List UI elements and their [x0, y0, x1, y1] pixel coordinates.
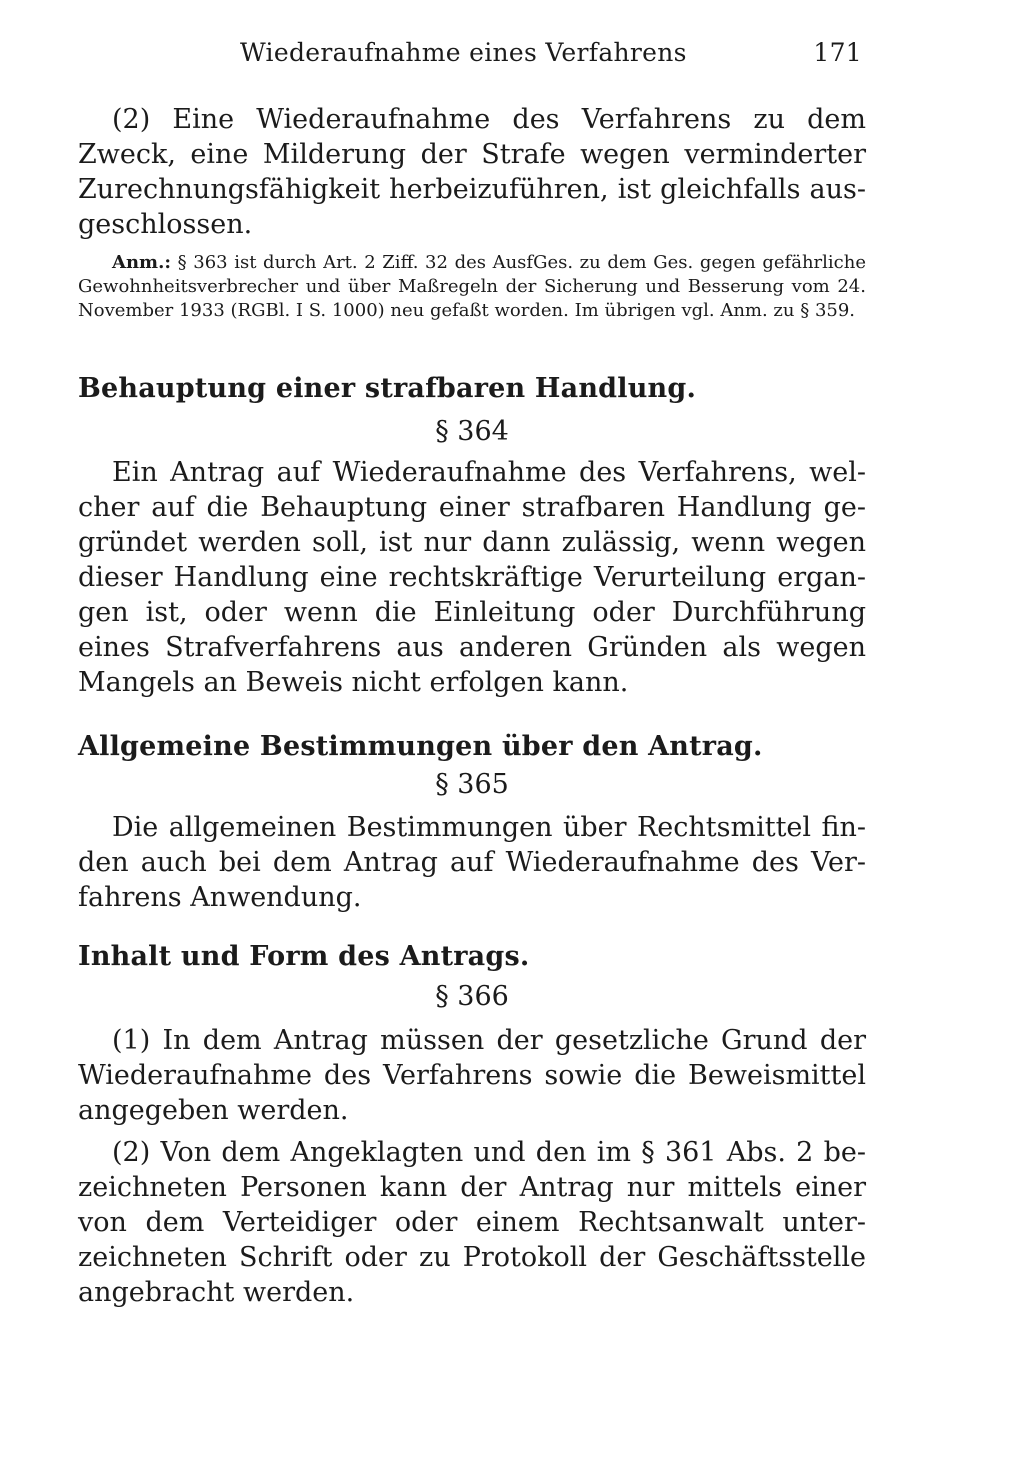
- page-header: [240, 38, 862, 74]
- section-364-heading: Behauptung einer strafbaren Handlung.: [78, 373, 697, 404]
- section-366-paragraph-2: (2) Von dem Angeklagten und den im § 361 Abs. 2 bezeichneten Personen kann der Antrag nur mittels einer von dem Verteidiger oder einem Rechtsanwalt unterzeichneten Schrift oder zu Protokoll der Geschäftsstelle angebracht werden.: [78, 1137, 866, 1308]
- section-366-paragraph-1: (1) In dem Antrag müssen der gesetzliche Grund der Wiederaufnahme des Verfahrens sowie die Beweismittel angegeben werden.: [78, 1025, 866, 1126]
- section-365-text: Die allgemeinen Bestimmungen über Rechtsmittel finden auch bei dem Antrag auf Wiederaufnahme des Verfahrens Anwendung.: [78, 812, 866, 913]
- section-365-heading: Allgemeine Bestimmungen über den Antrag.: [78, 731, 763, 762]
- running-title: Wiederaufnahme eines Verfahrens: [240, 38, 687, 67]
- section-365-number: § 365: [435, 769, 509, 800]
- note-text: § 363 ist durch Art. 2 Ziff. 32 des AusfGes. zu dem Ges. gegen gefährliche Gewohnheitsverbrecher und über Maßregeln der Sicherung und Besserung vom 24. November 1933 (RGBl. I S. 1000) neu gefaßt worden. Im übrigen vgl. Anm. zu § 359.: [78, 252, 866, 321]
- note-label: Anm.:: [112, 252, 172, 273]
- section-364-number: § 364: [435, 416, 509, 447]
- section-364-text: Ein Antrag auf Wiederaufnahme des Verfahrens, welcher auf die Behauptung einer strafbaren Handlung gegründet werden soll, ist nur dann zulässig, wenn wegen dieser Handlung eine rechtskräftige Verurteilung ergangen ist, oder wenn die Einleitung oder Durchführung eines Strafverfahrens aus anderen Gründen als wegen Mangels an Beweis nicht erfolgen kann.: [78, 457, 866, 698]
- section-366-number: § 366: [435, 981, 509, 1012]
- page-number: 171: [813, 38, 862, 67]
- section-363-paragraph-2: (2) Eine Wiederaufnahme des Verfahrens zu dem Zweck, eine Milderung der Strafe wegen verminderter Zurechnungsfähigkeit herbeizuführen, ist gleichfalls ausgeschlossen.: [78, 104, 866, 240]
- section-366-heading: Inhalt und Form des Antrags.: [78, 941, 530, 972]
- section-363-note: [78, 251, 866, 323]
